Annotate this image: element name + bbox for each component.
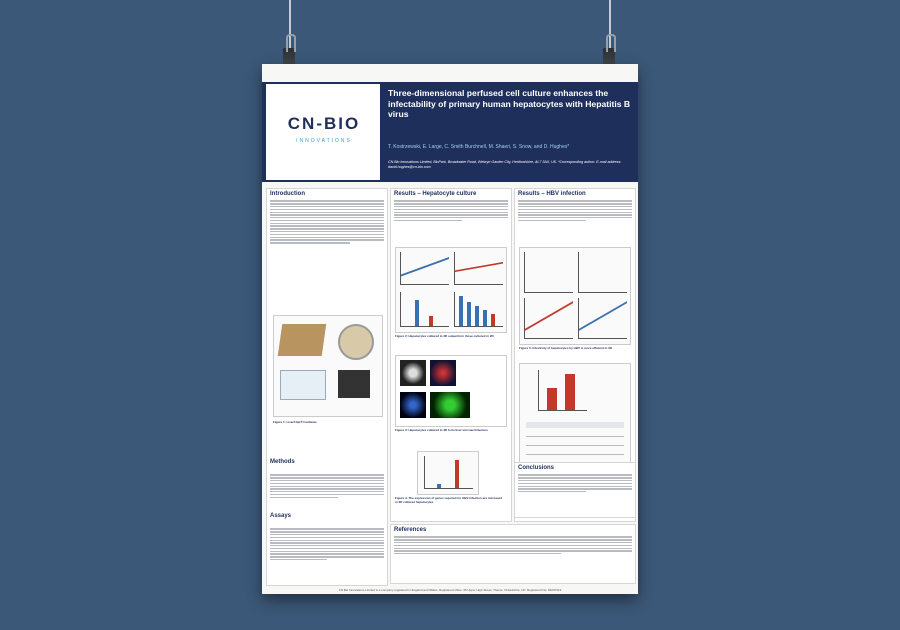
figure-4-chart — [424, 456, 473, 489]
results-culture-text — [394, 200, 508, 221]
section-references: References — [394, 527, 427, 533]
poster-authors: T. Kostrzewski, E. Large, C. Smith Burchnell, M. Shaeri, S. Snow, and D. Hughes* — [388, 144, 570, 150]
microscopy-image — [400, 392, 426, 418]
bar — [429, 316, 433, 326]
bar — [415, 300, 419, 326]
bar — [459, 296, 463, 326]
figure-2-panel-b — [454, 252, 503, 285]
figure-5-caption: Figure 5: Infectivity of hepatocytes by HBV is more efficient in 3D — [519, 346, 613, 350]
column-middle — [390, 188, 512, 522]
logo-subtext: INNOVATIONS — [296, 138, 352, 144]
figure-5-panel-d — [578, 298, 627, 339]
figure-5-panel-c — [524, 298, 573, 339]
section-results-culture: Results – Hepatocyte culture — [394, 191, 477, 197]
bar — [565, 374, 575, 410]
bar — [455, 460, 459, 488]
section-assays: Assays — [270, 513, 292, 519]
bar — [491, 314, 495, 326]
figure-2 — [395, 247, 507, 333]
figure-2-panel-d — [454, 292, 503, 327]
column-left — [266, 188, 388, 586]
figure-4 — [417, 451, 479, 495]
results-hbv-text — [518, 200, 632, 221]
liverchip-plate — [278, 324, 326, 356]
references-text — [394, 536, 632, 554]
conclusions-section — [514, 462, 636, 518]
chip-diagram — [280, 370, 326, 400]
bar — [475, 306, 479, 326]
scaffold-disc — [338, 324, 374, 360]
figure-3-caption: Figure 3: Hepatocytes cultured in 3D form liver microarchitecture — [395, 428, 488, 432]
microscopy-image — [430, 392, 470, 418]
figure-6-table — [526, 422, 624, 466]
poster-footer: CN Bio Innovations Limited is a company registered in England and Wales. Registered office: 35 Upper High Street, Thame, Oxfordshire, UK. Registered No. 06297319 — [338, 588, 562, 592]
conclusions-text — [518, 474, 632, 492]
bar — [437, 484, 441, 488]
figure-6-chart — [538, 370, 587, 411]
assays-text — [270, 527, 384, 562]
poster-affiliation: CN Bio Innovations Limited, BioPark, Broadwater Road, Welwyn Garden City, Hertfordshire, AL7 3AX, UK. *Corresponding author: E-mail address: david.hughes@cn-bio.com — [388, 160, 622, 169]
bar — [483, 310, 487, 326]
bar — [467, 302, 471, 326]
figure-3 — [395, 355, 507, 427]
figure-5-panel-b — [578, 252, 627, 293]
methods-text — [270, 473, 384, 499]
section-methods: Methods — [270, 459, 295, 465]
poster — [262, 64, 638, 594]
figure-5-panel-a — [524, 252, 573, 293]
section-results-hbv: Results – HBV infection — [518, 191, 586, 197]
references-section — [390, 524, 636, 584]
figure-4-caption: Figure 4: The expression of genes required for HBV infection are increased in 3D cultured hepatocytes — [395, 496, 503, 504]
figure-1 — [273, 315, 383, 417]
poster-title: Three-dimensional perfused cell culture enhances the infectability of primary human hepatocytes with Hepatitis B virus — [388, 88, 631, 119]
introduction-text — [270, 200, 384, 243]
figure-2-panel-c — [400, 292, 449, 327]
logo — [266, 84, 380, 180]
microscopy-image — [400, 360, 426, 386]
figure-6 — [519, 363, 631, 473]
figure-2-caption: Figure 2: Hepatocytes cultured in 3D outperform those cultured in 2D — [395, 334, 494, 338]
figure-5 — [519, 247, 631, 345]
figure-2-panel-a — [400, 252, 449, 285]
poster-header — [262, 82, 638, 182]
section-introduction: Introduction — [270, 191, 305, 197]
bar — [547, 388, 557, 410]
section-conclusions: Conclusions — [518, 465, 555, 471]
controller-device — [338, 370, 370, 398]
figure-1-caption: Figure 1: LiverChip® hardware — [273, 420, 317, 424]
microscopy-image — [430, 360, 456, 386]
logo-text: CN-BIO — [287, 114, 361, 133]
